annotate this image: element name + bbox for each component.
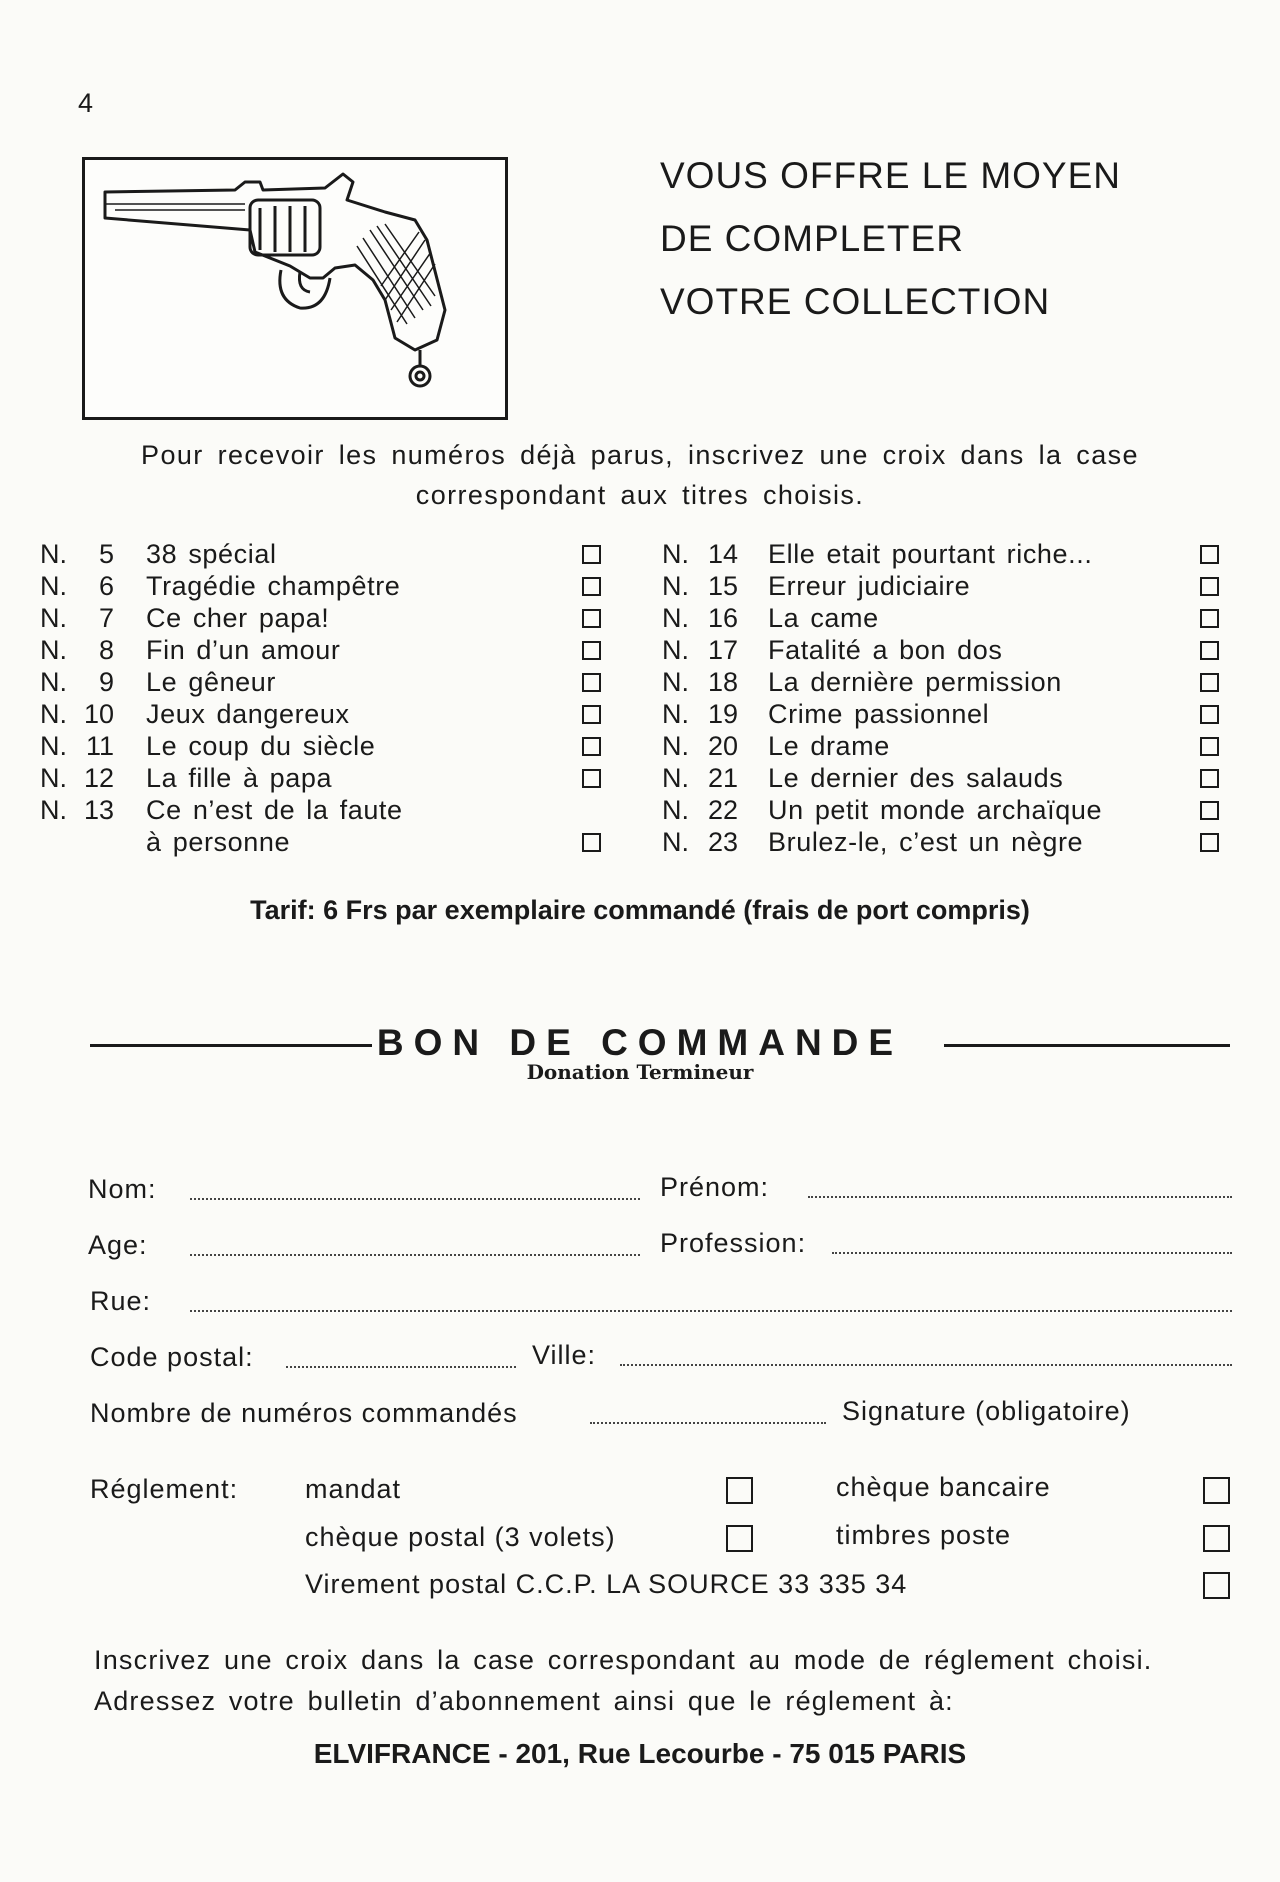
issue-prefix: N. — [662, 635, 689, 665]
issue-checkbox[interactable] — [1200, 833, 1219, 852]
issue-prefix: N. — [662, 731, 689, 761]
issue-prefix: N. — [40, 763, 67, 793]
rue-label: Rue: — [90, 1286, 152, 1316]
issue-prefix: N. — [662, 571, 689, 601]
issue-title: Le dernier des salauds — [768, 763, 1064, 793]
ville-label: Ville: — [532, 1340, 597, 1370]
virement-label: Virement postal C.C.P. LA SOURCE 33 335 34 — [305, 1569, 908, 1599]
issue-prefix: N. — [40, 571, 67, 601]
issue-title: Fatalité a bon dos — [768, 635, 1003, 665]
issue-title: Brulez-le, c’est un nègre — [768, 827, 1084, 857]
issue-checkbox[interactable] — [1200, 737, 1219, 756]
issue-prefix: N. — [40, 539, 67, 569]
reglement-label: Réglement: — [90, 1474, 239, 1504]
issue-list-left — [40, 538, 620, 858]
issue-checkbox[interactable] — [582, 705, 601, 724]
issue-checkbox[interactable] — [582, 545, 601, 564]
timbres-checkbox[interactable] — [1203, 1525, 1230, 1552]
issue-number: 23 — [707, 827, 738, 857]
footer-address-intro: Adressez votre bulletin d’abonnement ainsi que le réglement à: — [94, 1686, 954, 1716]
issue-checkbox[interactable] — [582, 577, 601, 596]
issue-number: 19 — [707, 699, 738, 729]
revolver-icon — [85, 160, 505, 417]
issue-prefix: N. — [40, 795, 67, 825]
issue-number: 9 — [98, 667, 114, 697]
issue-title: Jeux dangereux — [146, 699, 350, 729]
issue-checkbox[interactable] — [582, 833, 601, 852]
issue-row — [40, 602, 620, 634]
issue-title: Crime passionnel — [768, 699, 990, 729]
issue-prefix: N. — [40, 635, 67, 665]
issue-number: 7 — [98, 603, 114, 633]
code-postal-label: Code postal: — [90, 1342, 254, 1372]
mandat-checkbox[interactable] — [726, 1477, 753, 1504]
code-postal-field[interactable] — [286, 1366, 516, 1368]
issue-checkbox[interactable] — [582, 673, 601, 692]
issue-checkbox[interactable] — [582, 609, 601, 628]
issue-checkbox[interactable] — [1200, 577, 1219, 596]
issue-checkbox[interactable] — [1200, 609, 1219, 628]
order-form-subtitle: Donation Termineur — [526, 1060, 754, 1084]
issue-row — [40, 730, 620, 762]
timbres-label: timbres poste — [836, 1520, 1012, 1550]
issue-prefix: N. — [40, 699, 67, 729]
issue-prefix: N. — [40, 603, 67, 633]
issue-title: 38 spécial — [146, 539, 277, 569]
issue-checkbox[interactable] — [1200, 705, 1219, 724]
issue-checkbox[interactable] — [1200, 673, 1219, 692]
age-label: Age: — [88, 1230, 148, 1260]
issue-title: Le drame — [768, 731, 890, 761]
issue-checkbox[interactable] — [1200, 641, 1219, 660]
mandat-label: mandat — [305, 1474, 402, 1504]
issue-checkbox[interactable] — [1200, 769, 1219, 788]
issue-checkbox[interactable] — [582, 769, 601, 788]
prenom-label: Prénom: — [660, 1172, 770, 1202]
issue-row — [40, 794, 620, 826]
issue-title: Un petit monde archaïque — [768, 795, 1103, 825]
issue-prefix: N. — [662, 539, 689, 569]
headline-line-1: VOUS OFFRE LE MOYEN — [660, 155, 1122, 196]
cheque-bancaire-label: chèque bancaire — [836, 1472, 1051, 1502]
issue-prefix: N. — [40, 731, 67, 761]
signature-label: Signature (obligatoire) — [842, 1396, 1131, 1426]
issue-title: La came — [768, 603, 879, 633]
title-rule-right — [944, 1044, 1230, 1047]
issue-row — [662, 538, 1242, 570]
issue-number: 18 — [707, 667, 738, 697]
issue-title: Elle etait pourtant riche... — [768, 539, 1093, 569]
tarif-line: Tarif: 6 Frs par exemplaire commandé (frais de port compris) — [250, 895, 1030, 925]
issue-title: Le coup du siècle — [146, 731, 376, 761]
issue-title: Le gêneur — [146, 667, 277, 697]
issue-prefix: N. — [662, 699, 689, 729]
issue-number: 22 — [707, 795, 738, 825]
virement-checkbox[interactable] — [1203, 1572, 1230, 1599]
issue-title: Fin d’un amour — [146, 635, 341, 665]
profession-field[interactable] — [832, 1252, 1232, 1254]
issue-row — [662, 794, 1242, 826]
issue-title: La dernière permission — [768, 667, 1062, 697]
headline-line-3: VOTRE COLLECTION — [660, 281, 1051, 322]
cheque-postal-checkbox[interactable] — [726, 1525, 753, 1552]
issue-number: 10 — [83, 699, 114, 729]
issue-row — [662, 602, 1242, 634]
issue-number: 15 — [707, 571, 738, 601]
issue-prefix: N. — [662, 667, 689, 697]
issue-row — [662, 730, 1242, 762]
issue-row — [40, 570, 620, 602]
issue-checkbox[interactable] — [582, 641, 601, 660]
issue-number: 8 — [98, 635, 114, 665]
nombre-label: Nombre de numéros commandés — [90, 1398, 518, 1428]
nombre-field[interactable] — [590, 1422, 826, 1424]
issue-number: 16 — [707, 603, 738, 633]
cheque-bancaire-checkbox[interactable] — [1203, 1477, 1230, 1504]
issue-row — [662, 826, 1242, 858]
publisher-address: ELVIFRANCE - 201, Rue Lecourbe - 75 015 PARIS — [313, 1738, 967, 1769]
page-number: 4 — [78, 88, 94, 118]
prenom-field[interactable] — [808, 1196, 1232, 1198]
issue-checkbox[interactable] — [1200, 545, 1219, 564]
issue-row — [40, 538, 620, 570]
issue-prefix: N. — [662, 763, 689, 793]
issue-row — [40, 826, 620, 858]
issue-number: 17 — [707, 635, 738, 665]
issue-title: La fille à papa — [146, 763, 333, 793]
issue-prefix: N. — [662, 827, 689, 857]
order-form-title: BON DE COMMANDE — [376, 1022, 904, 1063]
issue-row — [40, 666, 620, 698]
issue-number: 5 — [98, 539, 114, 569]
issue-list-right — [662, 538, 1242, 858]
issue-row — [662, 634, 1242, 666]
footer-instruction: Inscrivez une croix dans la case correspondant au mode de réglement choisi. — [94, 1645, 1153, 1675]
intro-line-2: correspondant aux titres choisis. — [415, 480, 865, 510]
issue-number: 11 — [85, 731, 114, 761]
issue-title: Tragédie champêtre — [146, 571, 401, 601]
issue-prefix: N. — [662, 603, 689, 633]
issue-row — [662, 762, 1242, 794]
issue-row — [662, 698, 1242, 730]
issue-number: 13 — [83, 795, 114, 825]
intro-line-1: Pour recevoir les numéros déjà parus, inscrivez une croix dans la case — [141, 440, 1139, 470]
issue-number: 12 — [83, 763, 114, 793]
issue-number: 14 — [707, 539, 738, 569]
issue-row — [40, 634, 620, 666]
nom-field[interactable] — [190, 1198, 640, 1200]
rue-field[interactable] — [190, 1310, 1232, 1312]
issue-prefix: N. — [662, 795, 689, 825]
issue-checkbox[interactable] — [1200, 801, 1219, 820]
nom-label: Nom: — [88, 1174, 157, 1204]
issue-row — [40, 762, 620, 794]
issue-number: 6 — [98, 571, 114, 601]
profession-label: Profession: — [660, 1228, 807, 1258]
cheque-postal-label: chèque postal (3 volets) — [305, 1522, 616, 1552]
headline-line-2: DE COMPLETER — [660, 218, 964, 259]
issue-number: 20 — [707, 731, 738, 761]
issue-row — [40, 698, 620, 730]
revolver-illustration-frame — [82, 157, 508, 420]
issue-row — [662, 666, 1242, 698]
issue-title: Erreur judiciaire — [768, 571, 971, 601]
ville-field[interactable] — [620, 1364, 1232, 1366]
issue-checkbox[interactable] — [582, 737, 601, 756]
issue-prefix: N. — [40, 667, 67, 697]
age-field[interactable] — [190, 1254, 640, 1256]
issue-row — [662, 570, 1242, 602]
issue-number: 21 — [707, 763, 738, 793]
issue-title: à personne — [146, 827, 291, 857]
issue-title: Ce cher papa! — [146, 603, 330, 633]
issue-title: Ce n’est de la faute — [146, 795, 403, 825]
